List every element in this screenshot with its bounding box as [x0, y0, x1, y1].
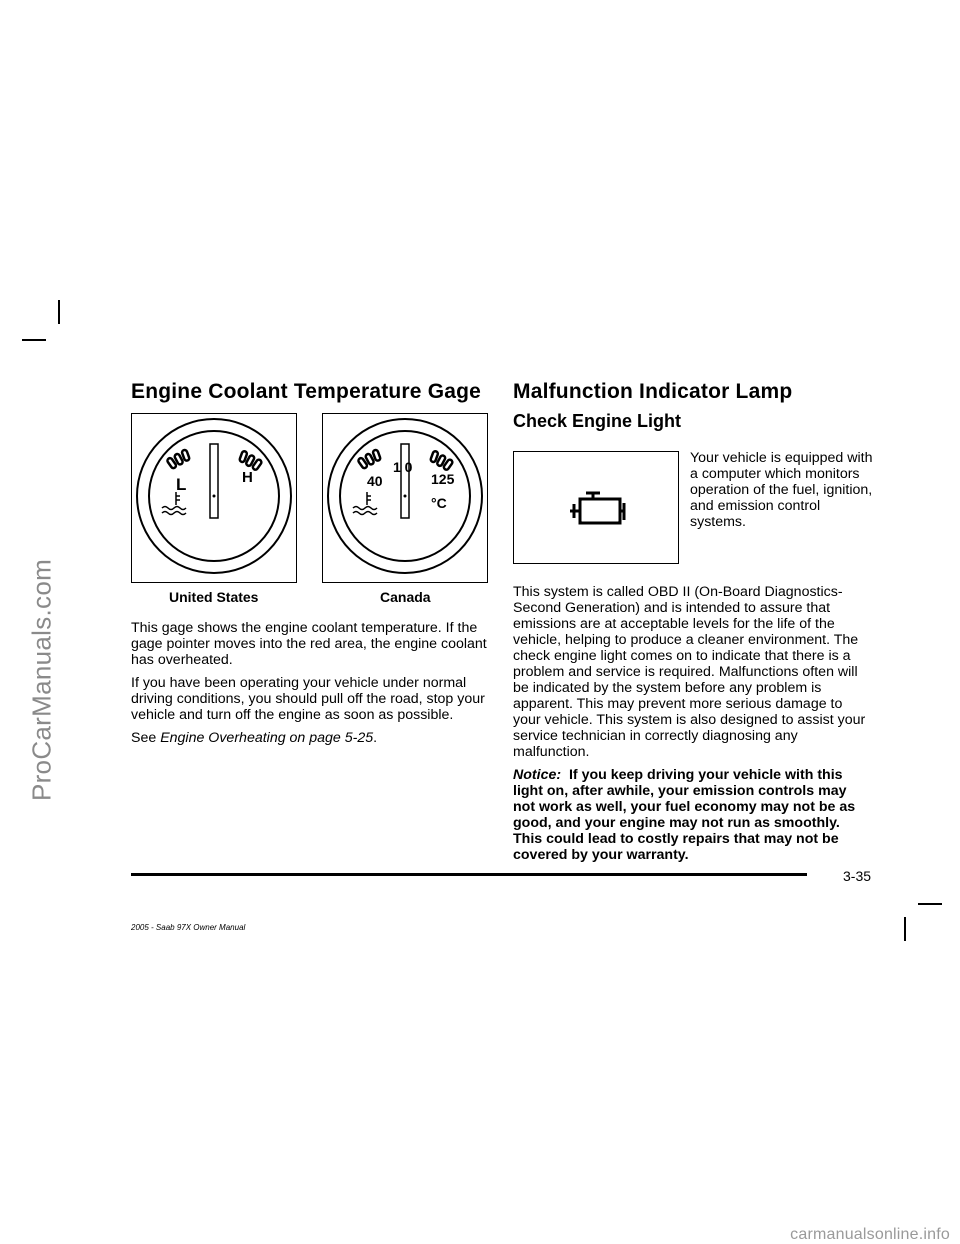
crop-mark-bottom-vertical	[904, 917, 906, 941]
manual-title: 2005 - Saab 97X Owner Manual	[131, 923, 246, 932]
see-suffix: .	[373, 730, 378, 746]
crop-mark-top-vertical	[58, 300, 60, 324]
notice-paragraph	[513, 767, 871, 863]
coolant-gage-heading: Engine Coolant Temperature Gage	[131, 380, 482, 403]
coolant-gage-body	[131, 620, 487, 753]
coolant-paragraph-2: If you have been operating your vehicle under normal driving conditions, you should pull off the road, stop your vehicle and turn off the engine as soon as possible.	[131, 675, 485, 723]
page-number: 3-35	[843, 868, 872, 884]
mil-body	[513, 584, 871, 870]
us-gauge-high-label: H	[242, 469, 253, 486]
canada-gauge-low-label: 40	[367, 473, 383, 489]
canada-gauge-mid-label: 1 0	[393, 459, 413, 475]
canada-gauge-caption: Canada	[380, 589, 431, 605]
us-gauge-low-label: L	[176, 475, 187, 494]
notice-text: If you keep driving your vehicle with this light on, after awhile, your emission controls may not work as well, your fuel economy may not be as good, and your engine may not run as smoothly. This could lead to costly repairs that may not be covered by your warranty.	[513, 767, 856, 863]
notice-label: Notice:	[513, 767, 562, 783]
see-prefix: See	[131, 730, 161, 746]
site-watermark: carmanualsonline.info	[790, 1226, 950, 1243]
footer-rule	[131, 873, 807, 876]
canada-coolant-gauge-icon	[323, 414, 487, 582]
see-link: Engine Overheating on page 5-25	[160, 730, 374, 746]
check-engine-subheading: Check Engine Light	[513, 411, 682, 431]
canada-gauge-high-label: 125	[431, 471, 455, 487]
crop-mark-bottom-horizontal	[918, 903, 942, 905]
crop-mark-top-horizontal	[22, 339, 46, 341]
us-gauge-figure	[131, 413, 297, 583]
us-gauge-caption: United States	[169, 589, 259, 605]
check-engine-icon	[514, 452, 678, 563]
coolant-paragraph-1: This gage shows the engine coolant temperature. If the gage pointer moves into the red area, the engine coolant has overheated.	[131, 620, 487, 668]
canada-gauge-unit-label: °C	[431, 495, 447, 511]
coolant-see-reference	[131, 730, 487, 746]
mil-heading: Malfunction Indicator Lamp	[513, 380, 793, 403]
side-watermark: ProCarManuals.com	[26, 558, 57, 802]
us-coolant-gauge-icon	[132, 414, 296, 582]
obd-paragraph: This system is called OBD II (On-Board Diagnostics-Second Generation) and is intended to assure that emissions are at acceptable levels for the life of the vehicle, helping to produce a cleaner environment. The check engine light comes on to indicate that there is a problem and service is required. Malfunctions often will be indicated by the system before any problem is apparent. This may prevent more serious damage to your vehicle. This system is also designed to assist your service technician in correctly diagnosing any malfunction.	[513, 584, 866, 760]
canada-gauge-figure	[322, 413, 488, 583]
check-engine-intro: Your vehicle is equipped with a computer which monitors operation of the fuel, ignition, and emission control systems.	[690, 450, 873, 530]
check-engine-figure	[513, 451, 679, 564]
